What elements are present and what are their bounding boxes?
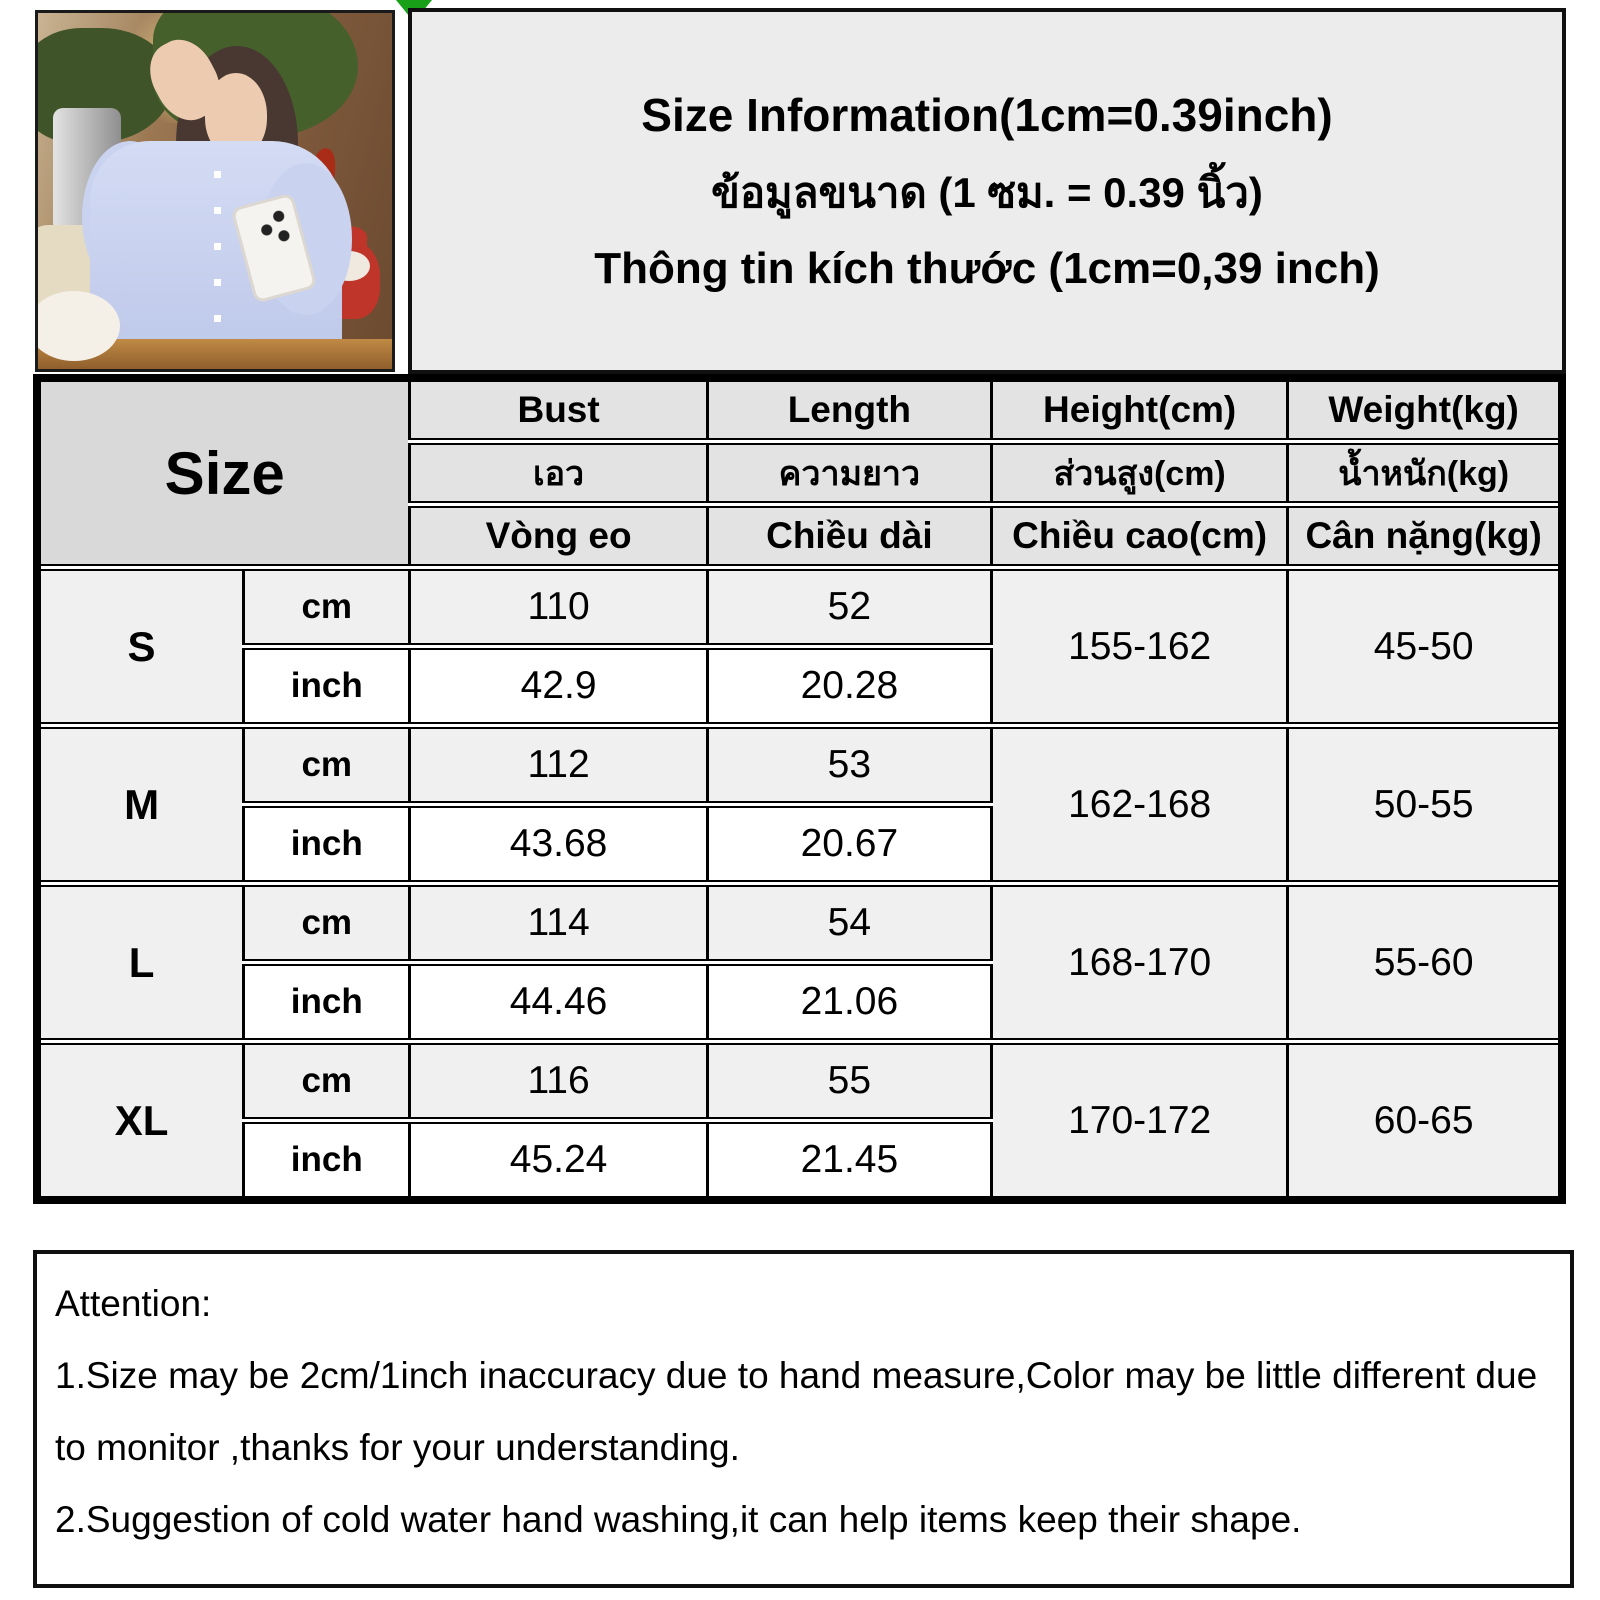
cell-s-weight: 45-50 <box>1288 568 1562 726</box>
unit-label-inch: inch <box>244 805 410 884</box>
size-info-title-th: ข้อมูลขนาด (1 ซม. = 0.39 นิ้ว) <box>711 169 1263 216</box>
col-header-height-vi: Chiều cao(cm) <box>991 505 1287 568</box>
attention-notes-box <box>33 1250 1574 1588</box>
attention-title: Attention: <box>55 1283 212 1324</box>
col-header-bust-th: เอว <box>410 442 707 505</box>
size-label-m: M <box>37 726 244 884</box>
size-info-title-vi: Thông tin kích thước (1cm=0,39 inch) <box>594 244 1380 293</box>
size-table-container <box>33 374 1566 1204</box>
cell-l-weight: 55-60 <box>1288 884 1562 1042</box>
product-photo <box>35 10 395 372</box>
size-info-panel <box>408 8 1566 374</box>
col-header-bust-vi: Vòng eo <box>410 505 707 568</box>
col-header-weight-en: Weight(kg) <box>1288 378 1562 442</box>
unit-label-cm: cm <box>244 1042 410 1121</box>
cell-l-length-inch: 21.06 <box>707 963 991 1042</box>
cell-xl-length-cm: 55 <box>707 1042 991 1121</box>
photo-blouse-buttons <box>214 171 221 346</box>
cell-l-length-cm: 54 <box>707 884 991 963</box>
cell-s-bust-inch: 42.9 <box>410 647 707 726</box>
cell-xl-bust-inch: 45.24 <box>410 1121 707 1201</box>
cell-l-bust-cm: 114 <box>410 884 707 963</box>
table-corner-label: Size <box>37 378 410 568</box>
cell-xl-weight: 60-65 <box>1288 1042 1562 1201</box>
cell-s-length-inch: 20.28 <box>707 647 991 726</box>
size-info-title-en: Size Information(1cm=0.39inch) <box>641 89 1333 141</box>
col-header-weight-th: น้ำหนัก(kg) <box>1288 442 1562 505</box>
size-label-l: L <box>37 884 244 1042</box>
unit-label-cm: cm <box>244 568 410 647</box>
col-header-bust-en: Bust <box>410 378 707 442</box>
size-table <box>33 374 1566 1204</box>
cell-s-length-cm: 52 <box>707 568 991 647</box>
size-label-xl: XL <box>37 1042 244 1201</box>
cell-m-bust-cm: 112 <box>410 726 707 805</box>
cell-m-length-inch: 20.67 <box>707 805 991 884</box>
col-header-length-en: Length <box>707 378 991 442</box>
attention-note-1: 1.Size may be 2cm/1inch inaccuracy due to hand measure,Color may be little different due to monitor ,thanks for your understanding. <box>55 1355 1538 1469</box>
unit-label-inch: inch <box>244 1121 410 1201</box>
cell-s-bust-cm: 110 <box>410 568 707 647</box>
cell-m-bust-inch: 43.68 <box>410 805 707 884</box>
unit-label-inch: inch <box>244 963 410 1042</box>
cell-xl-height: 170-172 <box>991 1042 1287 1201</box>
cell-l-bust-inch: 44.46 <box>410 963 707 1042</box>
col-header-height-en: Height(cm) <box>991 378 1287 442</box>
col-header-length-vi: Chiều dài <box>707 505 991 568</box>
size-label-s: S <box>37 568 244 726</box>
col-header-weight-vi: Cân nặng(kg) <box>1288 505 1562 568</box>
col-header-length-th: ความยาว <box>707 442 991 505</box>
col-header-height-th: ส่วนสูง(cm) <box>991 442 1287 505</box>
attention-note-2: 2.Suggestion of cold water hand washing,it can help items keep their shape. <box>55 1499 1302 1541</box>
cell-m-length-cm: 53 <box>707 726 991 805</box>
unit-label-cm: cm <box>244 884 410 963</box>
cell-s-height: 155-162 <box>991 568 1287 726</box>
cell-m-weight: 50-55 <box>1288 726 1562 884</box>
cell-l-height: 168-170 <box>991 884 1287 1042</box>
cell-m-height: 162-168 <box>991 726 1287 884</box>
unit-label-cm: cm <box>244 726 410 805</box>
cell-xl-bust-cm: 116 <box>410 1042 707 1121</box>
unit-label-inch: inch <box>244 647 410 726</box>
cell-xl-length-inch: 21.45 <box>707 1121 991 1201</box>
